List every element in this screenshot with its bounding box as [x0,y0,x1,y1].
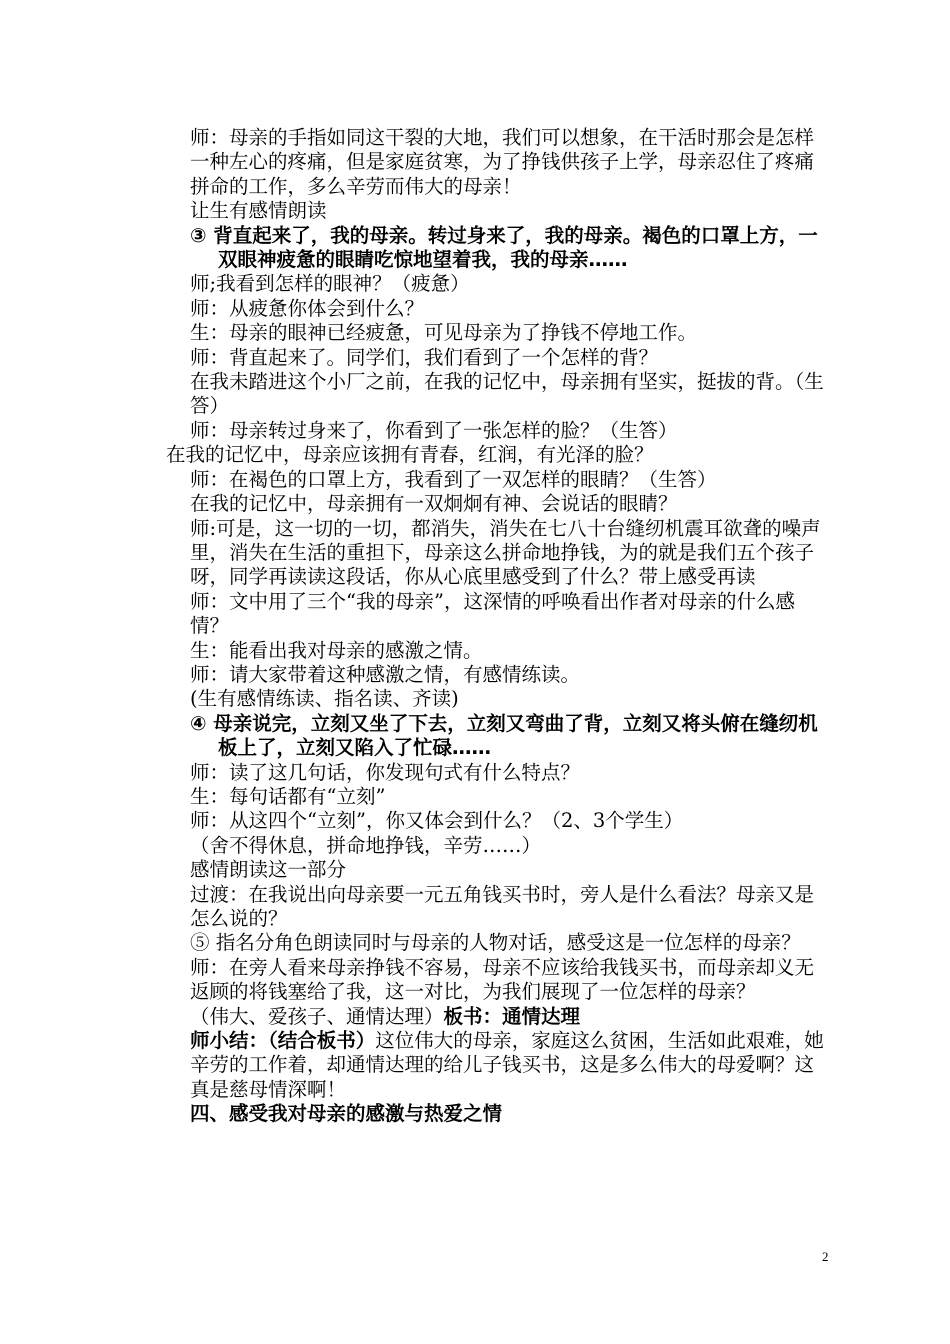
board-note: 板书：通情达理 [443,1004,581,1028]
reading-item-3: ③ 背直起来了，我的母亲。转过身来了，我的母亲。褐色的口罩上方，一双眼神疲惫的眼睛吃惊地望着我，我的母亲…… [190,223,818,272]
paragraph: 师：在褐色的口罩上方，我看到了一双怎样的眼睛？（生答） [190,467,717,491]
paragraph: （舍不得休息，拼命地挣钱，辛劳……） [190,833,542,857]
reading-item-5: ⑤ 指名分角色朗读同时与母亲的人物对话，感受这是一位怎样的母亲？ [190,931,801,955]
paragraph: 在我的记忆中，母亲应该拥有青春，红润，有光泽的脸？ [166,443,654,467]
paragraph: 师:可是，这一切的一切，都消失，消失在七八十台缝纫机震耳欲聋的噪声里，消失在生活的重担下，母亲这么拼命地挣钱，为的就是我们五个孩子呀，同学再读读这段话，你从心底里感受到了什么？带上感受再读 [190,516,821,589]
paragraph: 师：文中用了三个“我的母亲”，这深情的呼唤看出作者对母亲的什么感情？ [190,589,795,638]
reading-item-4: ④ 母亲说完，立刻又坐了下去，立刻又弯曲了背，立刻又将头俯在缝纫机板上了，立刻又陷入了忙碌…… [190,711,818,760]
summary-text: 这位伟大的母亲，家庭这么贫困，生活如此艰难，她辛劳的工作着，却通情达理的给儿子钱买书，这是多么伟大的母爱啊？这真是慈母情深啊！ [190,1029,824,1101]
paragraph: 师：请大家带着这种感激之情，有感情练读。 [190,662,581,686]
paragraph: 师：在旁人看来母亲挣钱不容易，母亲不应该给我钱买书，而母亲却义无返顾的将钱塞给了我，这一对比，为我们展现了一位怎样的母亲？ [190,955,815,1004]
paragraph: 让生有感情朗读 [190,199,327,223]
summary-label: 师小结：（结合板书） [190,1029,376,1053]
paragraph: 师：从这四个“立刻”，你又体会到什么？（2、3个学生） [190,809,684,833]
paragraph: 生：每句话都有“立刻” [190,784,386,808]
paragraph: 师：母亲转过身来了，你看到了一张怎样的脸？（生答） [190,418,678,442]
paragraph: 生：能看出我对母亲的感激之情。 [190,638,483,662]
page-number: 2 [822,1249,829,1264]
section-heading: 四、感受我对母亲的感激与热爱之情 [190,1102,503,1126]
paragraph: 师：从疲惫你体会到什么？ [190,296,425,320]
answer-text: （伟大、爱孩子、通情达理） [190,1004,444,1028]
paragraph: (生有感情练读、指名读、齐读) [190,687,459,711]
paragraph [190,1005,830,1029]
paragraph: 过渡：在我说出向母亲要一元五角钱买书时，旁人是什么看法？母亲又是怎么说的？ [190,882,815,930]
paragraph: 师：母亲的手指如同这干裂的大地，我们可以想象，在干活时那会是怎样一种左心的疼痛，但是家庭贫寒，为了挣钱供孩子上学，母亲忍住了疼痛拼命的工作，多么辛劳而伟大的母亲！ [190,126,815,198]
paragraph: 感情朗读这一部分 [190,858,347,882]
paragraph: 师;我看到怎样的眼神？（疲惫） [190,272,470,296]
paragraph: 在我未踏进这个小厂之前，在我的记忆中，母亲拥有坚实，挺拔的背。（生答） [190,370,824,418]
paragraph: 师：读了这几句话，你发现句式有什么特点？ [190,760,581,784]
paragraph: 生：母亲的眼神已经疲惫，可见母亲为了挣钱不停地工作。 [190,321,698,345]
paragraph [190,1029,830,1102]
paragraph: 师：背直起来了。同学们，我们看到了一个怎样的背？ [190,345,659,369]
paragraph: 在我的记忆中，母亲拥有一双炯炯有神、会说话的眼睛？ [190,492,678,516]
document-body [166,126,830,1127]
